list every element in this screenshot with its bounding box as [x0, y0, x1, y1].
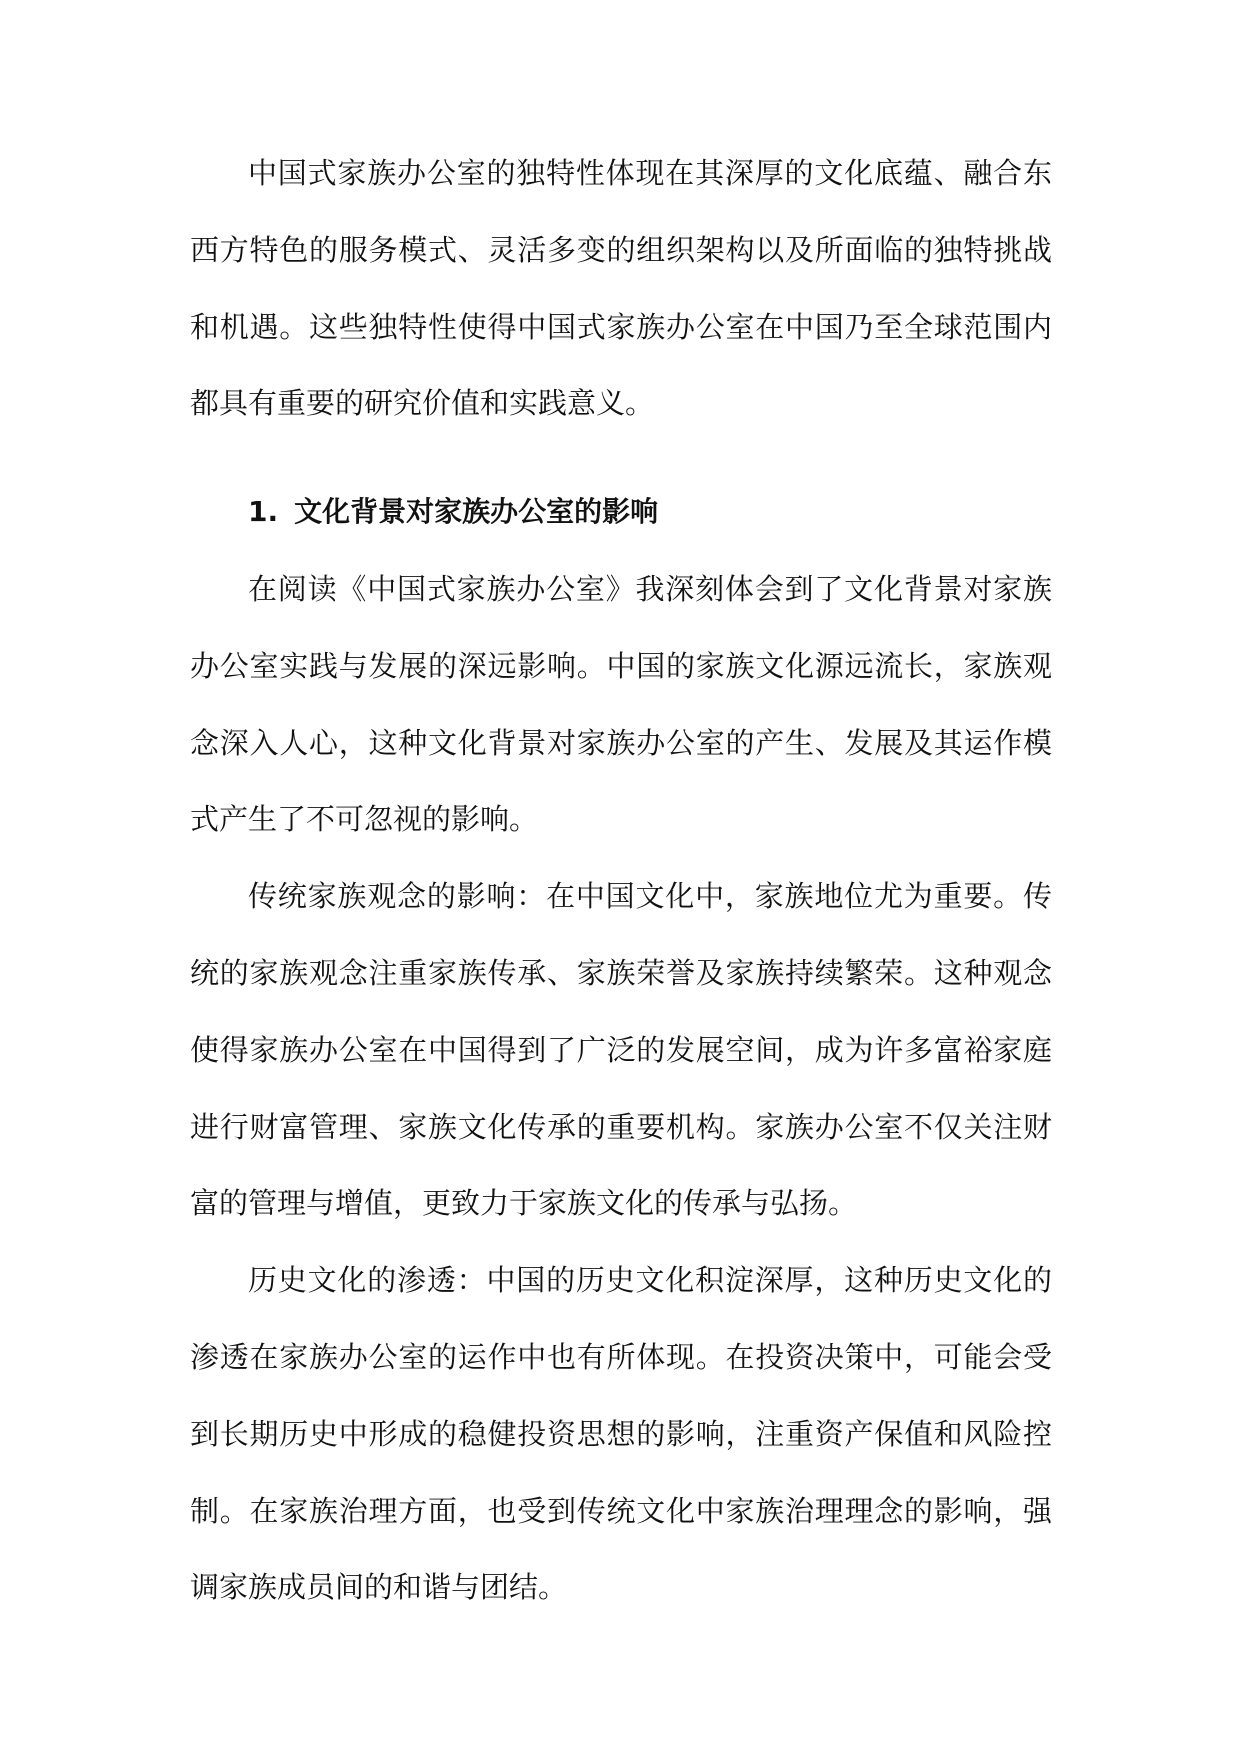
- section-heading: [190, 474, 1052, 551]
- body-paragraph: 历史文化的渗透：中国的历史文化积淀深厚，这种历史文化的渗透在家族办公室的运作中也有所体现。在投资决策中，可能会受到长期历史中形成的稳健投资思想的影响，注重资产保值和风险控制。在家族治理方面，也受到传统文化中家族治理理念的影响，强调家族成员间的和谐与团结。: [190, 1263, 1052, 1605]
- section-number: 1.: [248, 495, 279, 529]
- body-paragraph: 传统家族观念的影响：在中国文化中，家族地位尤为重要。传统的家族观念注重家族传承、家族荣誉及家族持续繁荣。这种观念使得家族办公室在中国得到了广泛的发展空间，成为许多富裕家庭进行财富管理、家族文化传承的重要机构。家族办公室不仅关注财富的管理与增值，更致力于家族文化的传承与弘扬。: [190, 879, 1052, 1221]
- body-paragraph: 在阅读《中国式家族办公室》我深刻体会到了文化背景对家族办公室实践与发展的深远影响。中国的家族文化源远流长，家族观念深入人心，这种文化背景对家族办公室的产生、发展及其运作模式产生了不可忽视的影响。: [190, 571, 1052, 837]
- document-body: [190, 135, 1052, 1626]
- intro-paragraph: 中国式家族办公室的独特性体现在其深厚的文化底蕴、融合东西方特色的服务模式、灵活多变的组织架构以及所面临的独特挑战和机遇。这些独特性使得中国式家族办公室在中国乃至全球范围内都具有重要的研究价值和实践意义。: [190, 156, 1052, 421]
- section-title: 文化背景对家族办公室的影响: [294, 495, 659, 529]
